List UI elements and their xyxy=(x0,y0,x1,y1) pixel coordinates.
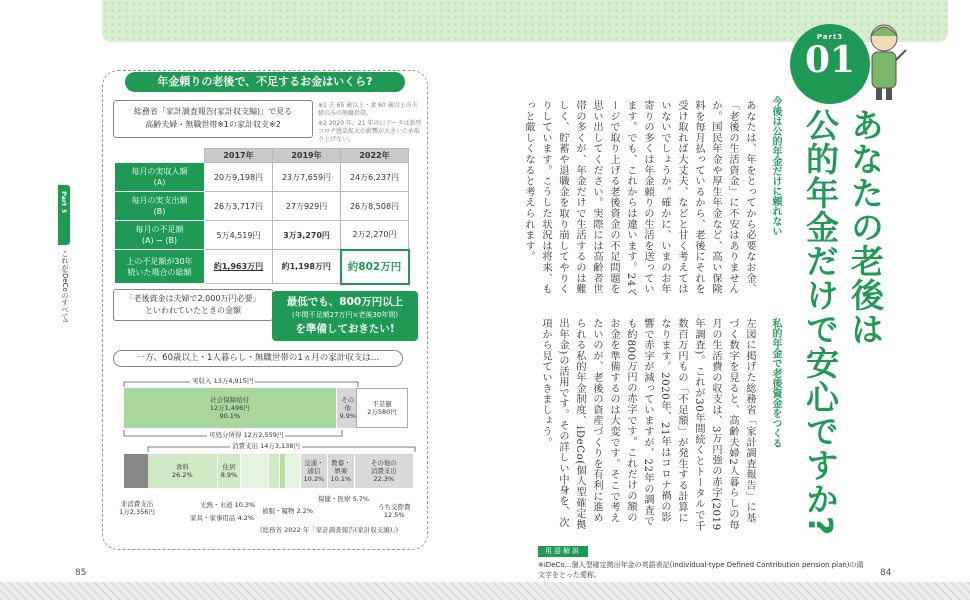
col-2019: 2019年 xyxy=(273,149,341,163)
panel-title: 年金頼りの老後で、不足するお金はいくら? xyxy=(125,72,405,92)
page-number-left: 85 xyxy=(75,568,87,578)
note-1: ※1 夫 65 歳以上・妻 60 歳以上の夫婦のみの無職世帯。 xyxy=(318,102,418,117)
source-footnote: (総務省 2022 年「家計調査報告(家計収支編)」) xyxy=(260,526,399,534)
col-2017: 2017年 xyxy=(205,149,273,163)
shortfall-box: 不足額 2万580円 xyxy=(356,388,408,428)
glossary-tag: 用語解説 xyxy=(538,546,588,557)
col-2022: 2022年 xyxy=(341,149,409,163)
table-row: 毎月の不足額 (A) − (B) 5万4,519円 3万3,270円 2万2,270円 xyxy=(115,221,409,250)
mascot-illustration xyxy=(862,22,908,102)
consumption-label: 消費支出 14万3,138円 xyxy=(232,442,300,450)
non-consumption-bar xyxy=(124,454,148,488)
income-total-label: 実収入 13万4,915円 xyxy=(192,377,254,385)
disposable-label: 可処分所得 12万2,559円 xyxy=(209,431,284,439)
incomeRow-segment: その 他 9.9% xyxy=(337,388,360,428)
expenseRow-segment: 住居 8.9% xyxy=(218,454,242,488)
page-number-right: 84 xyxy=(880,568,892,578)
label-furniture: 家具・家事用品 4.2% xyxy=(190,514,255,522)
expense-bar xyxy=(148,454,414,488)
budget-title: 一方、60歳以上・1人暮らし・無職世帯の1ヵ月の家計収支は… xyxy=(113,350,403,367)
label-clothing: 被服・履物 2.2% xyxy=(262,507,314,515)
note-2: ※2 2020 年、21 年の日データは新型コロナ感染拡大の影響が大きいため取り上げない。 xyxy=(318,120,422,143)
expenseRow-segment: 教養・ 娯楽 10.1% xyxy=(328,454,355,488)
income-bar xyxy=(124,388,360,428)
footer-band xyxy=(0,582,970,600)
household-table xyxy=(114,148,410,285)
table-row: 毎月の実収入額 (A) 20万9,198円 23万7,659円 24万6,237円 xyxy=(115,163,409,192)
section2-body: 左図に掲げた総務省「家計調査報告」に基づく数字を見ると、高齢夫婦2人暮らしの毎月の生活費の収支は、3万円強の赤字(2019年調査)。これが30年間続くとトータルで千数百万円もの「不足額」が発生する計算になります。2020年、21年はコロナ禍の影響で赤字が減っていますが、22年の調査でも約800万円の赤字です。これだけの額のお金を準備するのは大変です。そこで考えたいのが、老後の資産づくりを有利に進められる私的年金制度、iDeCo(個人型確定拠出年金)の活用です。その詳しい中身を、次項から見ていきましょう。 xyxy=(540,318,755,532)
callout-2000man: 「老後資金は夫婦で2,000万円必要」 といわれていたときの金額 xyxy=(113,289,273,321)
glossary-text: ※iDeCo…個人型確定拠出年金の英語表記(individual-type Defined Contribution pension plan)の頭文字をとった愛称。 xyxy=(538,561,864,579)
incomeRow-segment: 社会保障給付 12万1,496円 90.1% xyxy=(124,388,337,428)
table-row: 毎月の実支出額 (B) 26万3,717円 27万929円 26万8,508円 xyxy=(115,192,409,221)
source-box: 総務省「家計調査報告(家計収支編)」で見る 高齢夫婦・無職世帯※1の家計収支※2 xyxy=(113,100,313,138)
non-consumption-label: 非消費支出 1万2,356円 xyxy=(119,500,155,516)
side-tab: Part 3 xyxy=(58,185,70,245)
expenseRow-segment xyxy=(286,454,301,488)
expenseRow-segment: その他の 消費支出 22.3% xyxy=(355,454,414,488)
label-health: 保健・医療 5.7% xyxy=(318,495,370,503)
expenseRow-segment: 食料 26.2% xyxy=(148,454,218,488)
expenseRow-segment xyxy=(241,454,268,488)
main-title-line1: あなたの老後は xyxy=(846,108,885,346)
main-title-line2: 公的年金だけで安心ですか? xyxy=(801,108,840,537)
entertainment-fee-label: うち交際費 12.5% xyxy=(378,503,411,519)
expenseRow-segment: 交通・ 通信 10.2% xyxy=(301,454,328,488)
callout-minimum-800: 最低でも、800万円以上 (年間不足額27万円×老後30年間) を準備しておきたい! xyxy=(272,291,418,341)
side-running-text: これがiDeCoのすべて! xyxy=(61,250,69,323)
table-row: 上の不足額が30年 続いた場合の総額 約1,963万円 約1,198万円 約802万円 xyxy=(115,250,409,284)
expenseRow-segment xyxy=(269,454,280,488)
section2-heading: 私的年金で老後資金をつくる xyxy=(770,318,781,448)
label-utilities: 光熱・水道 10.3% xyxy=(200,501,256,509)
highlight-802: 約802万円 xyxy=(341,250,409,284)
chapter-badge: Part3 01 xyxy=(790,24,870,104)
section1-heading: 今後は公的年金だけに頼れない xyxy=(770,96,781,236)
section1-body: あなたは、年をとってから必要なお金、「老後の生活資金」に不安はありませんか。国民年金や厚生年金など、高い保険料を毎月払っているから、老後にそれを受け取れば大丈夫、などと甘く考えてはいないでしょうか。確かに、いまのお年寄りの多くは年金頼りの生活を送っています。でも、これからは違います。24ページで取り上げる老後資金の不足問題を思い出してください。実際には高齢者世帯の多くが、年金だけで生活するのは難しく、貯蓄や退職金を取り崩してやりくりしています。こうした状況は将来、もっと厳しくなると考えられます。 xyxy=(523,100,755,298)
